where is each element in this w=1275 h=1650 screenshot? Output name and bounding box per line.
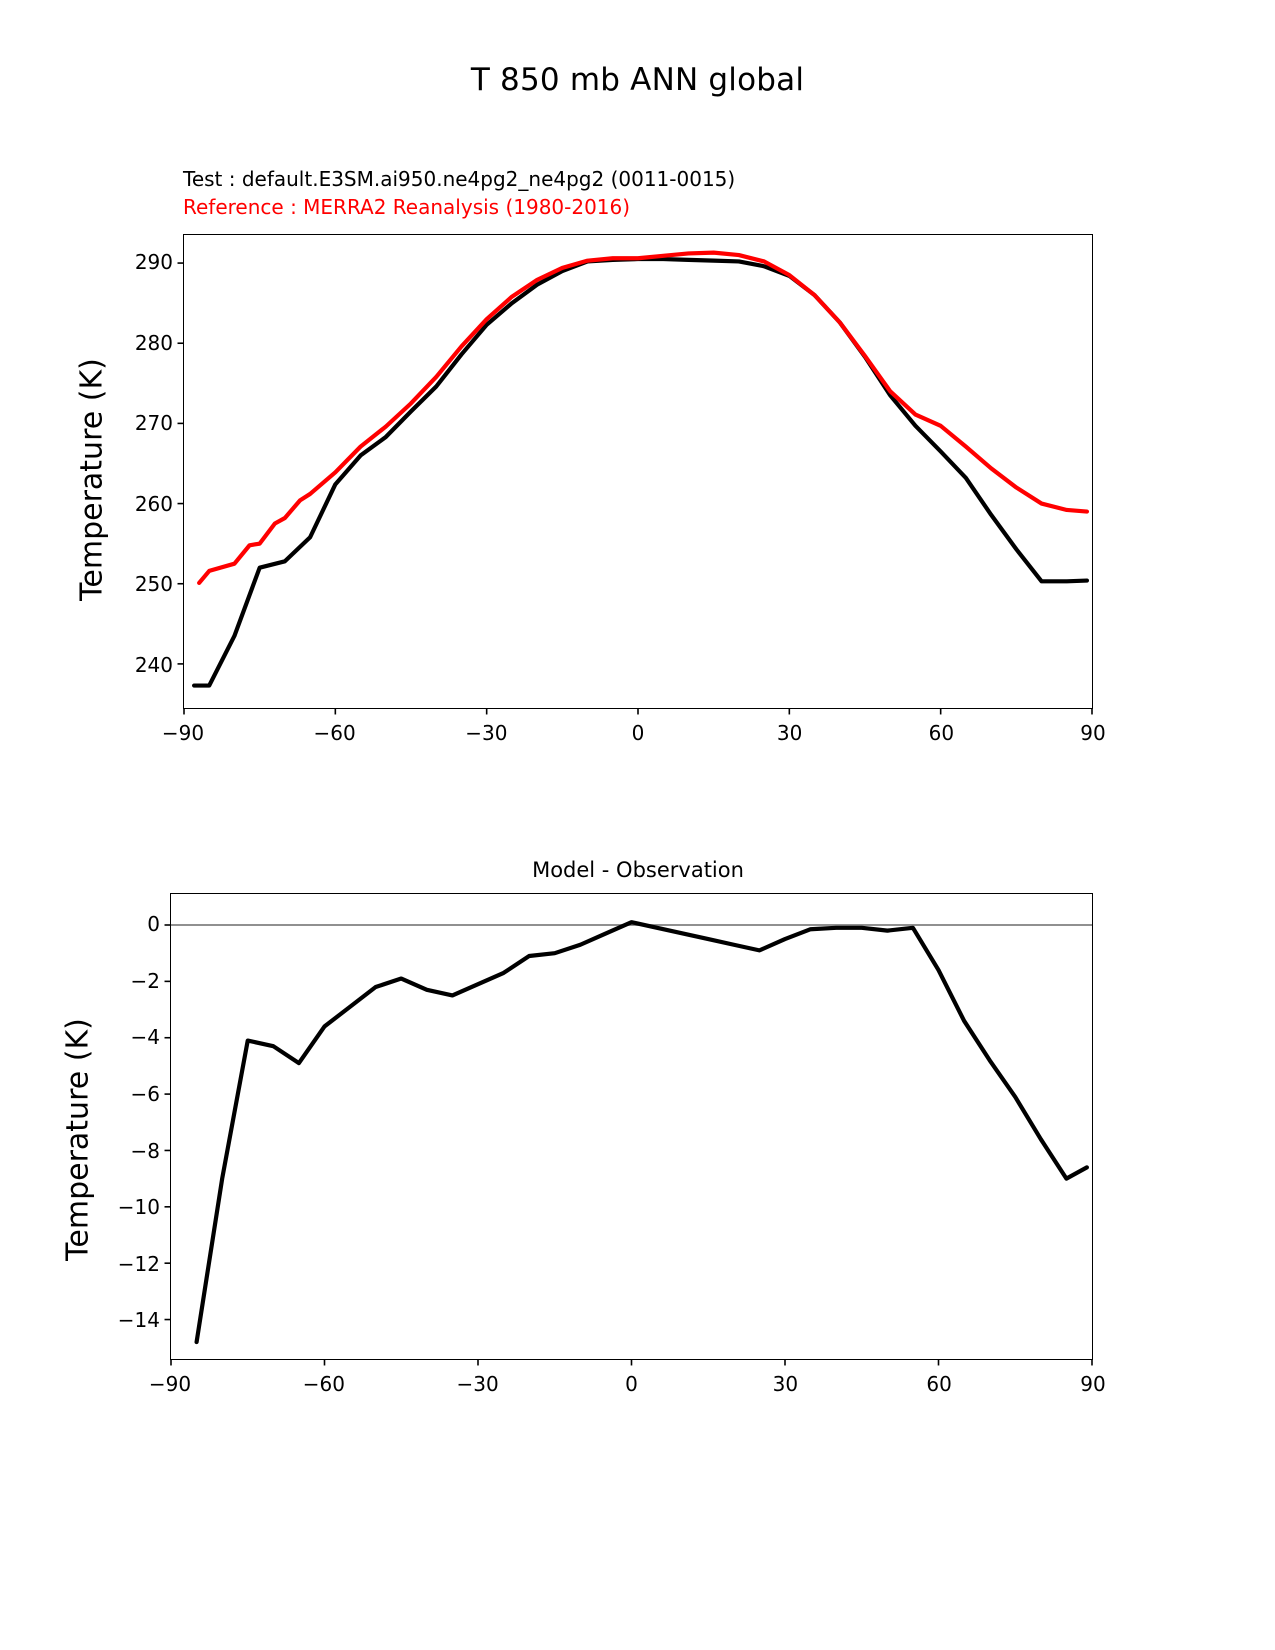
x-tick-label: 90 [1080,1372,1106,1396]
bottom-plot-lines [171,894,1092,1359]
y-tick-label: −14 [117,1308,160,1333]
x-tick-label: 30 [776,721,803,745]
chart-panel-absolute [183,234,1093,709]
y-tick-label: 250 [134,572,173,597]
x-tick-label: −60 [302,1372,345,1396]
legend-reference-label: Reference : MERRA2 Reanalysis (1980-2016) [183,195,631,220]
x-tick-label: 0 [631,721,645,745]
legend [183,165,1083,222]
y-tick-label: 260 [134,491,173,516]
x-tick-label: −30 [456,1372,499,1396]
x-tick-label: −90 [161,721,205,745]
y-tick-label: −12 [117,1251,160,1276]
x-tick-label: −60 [313,721,356,745]
y-tick-label: 0 [147,912,160,937]
top-plot-lines [184,235,1092,708]
y-tick-label: 280 [134,330,173,355]
figure-title: T 850 mb ANN global [470,62,805,98]
bottom-ylabel: Temperature (K) [60,1018,96,1261]
y-tick-label: 290 [134,250,173,275]
x-tick-label: 0 [625,1372,638,1396]
chart-panel-difference [170,893,1093,1360]
data-series-line-2 [199,253,1087,583]
x-tick-label: 90 [1080,721,1106,745]
y-tick-label: −2 [130,968,160,993]
x-tick-label: −30 [465,721,508,745]
x-tick-label: 60 [928,721,955,745]
y-tick-label: −10 [117,1195,160,1220]
legend-test-label: Test : default.E3SM.ai950.ne4pg2_ne4pg2 (0011-0015) [183,167,736,191]
x-tick-label: 60 [926,1372,952,1396]
x-tick-label: −90 [148,1372,192,1396]
data-series-line-1 [197,922,1087,1342]
bottom-subplot-title: Model - Observation [532,858,744,882]
y-tick-label: −4 [130,1025,160,1050]
data-series-line-1 [194,259,1087,686]
y-tick-label: −8 [130,1138,160,1163]
top-ylabel: Temperature (K) [74,358,110,601]
y-tick-label: 240 [134,652,173,677]
x-tick-label: 30 [772,1372,799,1396]
y-tick-label: −6 [130,1081,160,1106]
y-tick-label: 270 [134,411,173,436]
